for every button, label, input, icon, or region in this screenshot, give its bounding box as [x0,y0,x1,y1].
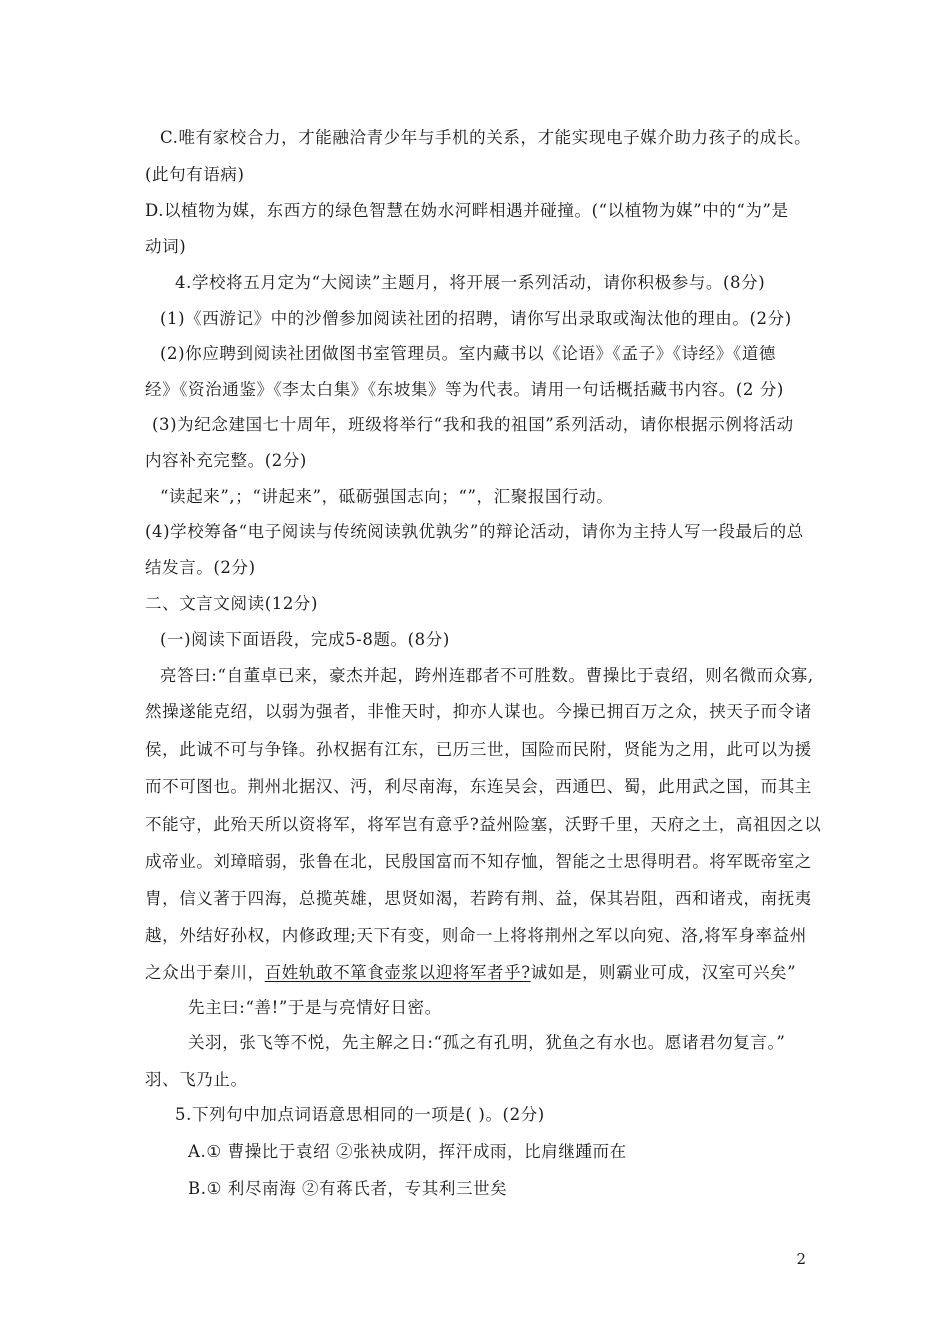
question-4-3: (3)为纪念建国七十周年，班级将举行“我和我的祖国”系列活动，请你根据示例将活动 [152,415,794,434]
passage-line-3: 侯，此诚不可与争锋。孙权据有江东，已历三世，国险而民附，贤能为之用，此可以为援 [145,740,812,759]
question-4-3-continuation: 内容补充完整。(2分) [145,451,307,470]
passage-line-9 [145,963,796,983]
question-4-4-continuation: 结发言。(2分) [145,558,256,577]
subsection-1-heading: (一)阅读下面语段，完成5-8题。(8分) [160,630,450,649]
question-4-3-example: “读起来”,；“讲起来”，砥砺强国志向；“”，汇聚报国行动。 [160,487,614,506]
option-d-line: D.以植物为媒，东西方的绿色智慧在妫水河畔相遇并碰撞。(“以植物为媒”中的“为”是 [145,201,789,220]
question-5-title: 5.下列句中加点词语意思相同的一项是( )。(2分) [175,1105,545,1124]
underlined-sentence: 百姓轨敢不箪食壶浆以迎将军者乎? [264,963,531,982]
passage-line-1: 亮答曰:“自董卓已来，豪杰并起，跨州连郡者不可胜数。曹操比于袁绍，则名微而众寡, [160,666,814,685]
page-number: 2 [796,1250,806,1268]
passage-line-7: 胄，信义著于四海，总揽英雄，思贤如渴，若跨有荆、益，保其岩阻，西和诸戎，南抚夷 [145,889,812,908]
option-c-note: (此句有语病) [145,165,245,184]
passage-line-5: 不能守，此殆天所以资将军，将军岂有意乎?益州险塞，沃野千里，天府之土，高祖因之以 [145,815,822,834]
question-5-option-a: A.① 曹操比于袁绍 ②张袂成阴，挥汗成雨，比肩继踵而在 [188,1142,627,1161]
question-4-2-continuation: 经》《资治通鉴》《李太白集》《东坡集》等为代表。请用一句话概括藏书内容。(2 分) [145,380,784,399]
passage-line-10: 先主曰:“善!”于是与亮情好日密。 [188,998,442,1017]
passage-line-9-start: 之众出于秦川， [145,963,265,982]
option-d-continuation: 动词) [145,237,187,256]
question-4-title: 4.学校将五月定为“大阅读”主题月，将开展一系列活动，请你积极参与。(8分) [175,273,766,292]
passage-line-11: 关羽，张飞等不悦，先主解之日:“孤之有孔明，犹鱼之有水也。愿诸君勿复言。” [188,1033,786,1052]
question-4-4: (4)学校筹备“电子阅读与传统阅读孰优孰劣”的辩论活动，请你为主持人写一段最后的总 [145,522,804,541]
passage-line-4: 而不可图也。荆州北据汉、沔，利尽南海，东连吴会，西通巴、蜀，此用武之国，而其主 [145,777,812,796]
question-5-option-b: B.① 利尽南海 ②有蒋氏者，专其利三世矣 [188,1179,508,1198]
section-2-heading: 二、文言文阅读(12分) [145,594,319,613]
option-c-line: C.唯有家校合力，才能融洽青少年与手机的关系，才能实现电子媒介助力孩子的成长。 [160,128,812,147]
passage-line-12: 羽、飞乃止。 [145,1070,248,1089]
passage-line-8: 越，外结好孙权，内修政理;天下有变，则命一上将将荆州之军以向宛、洛,将军身率益州 [145,926,807,945]
question-4-1: (1)《西游记》中的沙僧参加阅读社团的招聘，请你写出录取或淘汰他的理由。(2分) [160,309,792,328]
passage-line-9-end: 诚如是，则霸业可成，汉室可兴矣” [530,963,797,982]
passage-line-2: 然操遂能克绍，以弱为强者，非惟天时，抑亦人谋也。今操已拥百万之众，挟天子而令诸 [145,702,812,721]
question-4-2: (2)你应聘到阅读社团做图书室管理员。室内藏书以《论语》《孟子》《诗经》《道德 [160,344,777,363]
passage-line-6: 成帝业。刘璋暗弱，张鲁在北，民殷国富而不知存恤，智能之士思得明君。将军既帝室之 [145,852,812,871]
